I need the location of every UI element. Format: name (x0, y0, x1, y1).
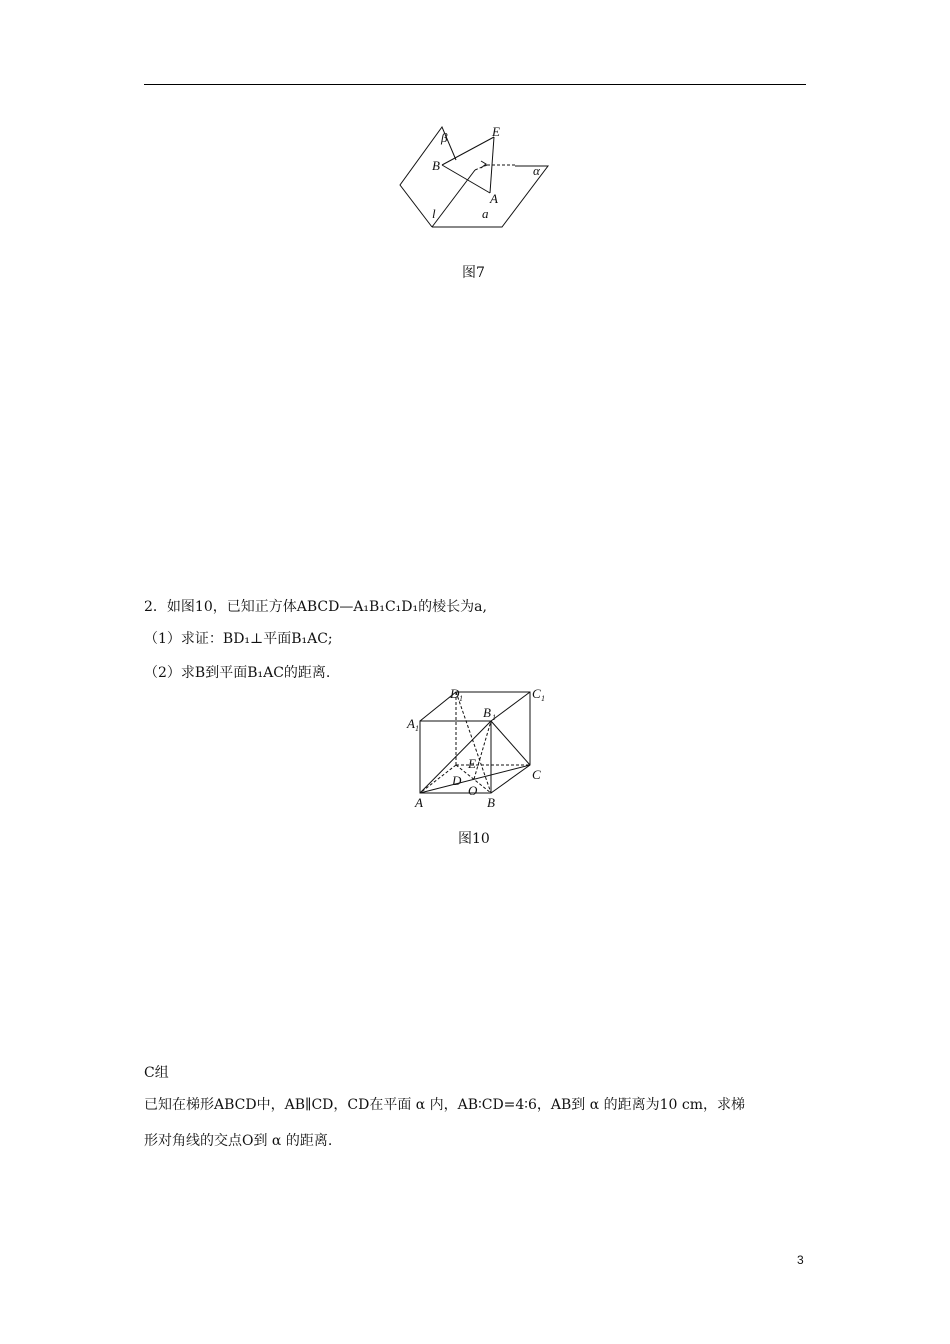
subscript-B1: 1 (492, 713, 496, 722)
figure-7-caption: 图7 (462, 265, 485, 281)
label-D: D (452, 773, 462, 788)
label-A1: A (407, 716, 415, 731)
problem-2-part-2: （2）求B到平面B₁AC的距离. (144, 665, 331, 681)
label-C: C (532, 767, 541, 782)
label-l: l (432, 206, 436, 221)
subscript-A1: 1 (415, 724, 419, 733)
label-D1: D (450, 686, 460, 701)
label-B1: B (483, 705, 491, 720)
problem-2-stem: 2．如图10，已知正方体ABCD—A₁B₁C₁D₁的棱长为a, (144, 599, 487, 615)
group-c-problem-line-1: 已知在梯形ABCD中，AB∥CD，CD在平面 α 内，AB∶CD=4∶6，AB到 α 的距离为10 cm，求梯 (144, 1097, 745, 1113)
problem-2-part-1: （1）求证：BD₁⊥平面B₁AC; (144, 631, 333, 647)
page-number: 3 (797, 1253, 804, 1267)
subscript-C1: 1 (541, 694, 545, 703)
label-C1: C (532, 686, 541, 701)
label-E: E (492, 124, 500, 139)
label-A: A (415, 795, 423, 810)
label-a: a (482, 206, 489, 221)
header-rule (144, 84, 806, 85)
figure-10-caption: 图10 (458, 831, 490, 847)
label-E: E (468, 756, 476, 771)
label-alpha: α (533, 163, 540, 178)
label-B: B (487, 795, 495, 810)
subscript-D1: 1 (459, 694, 463, 703)
label-O: O (468, 783, 478, 798)
group-c-heading: C组 (144, 1065, 169, 1081)
label-beta: β (441, 130, 448, 145)
group-c-problem-line-2: 形对角线的交点O到 α 的距离. (144, 1133, 333, 1149)
label-A: A (490, 191, 498, 206)
figure-7-dihedral-diagram (395, 120, 555, 232)
figure-10-cube-diagram (400, 685, 560, 813)
label-B: B (432, 158, 440, 173)
